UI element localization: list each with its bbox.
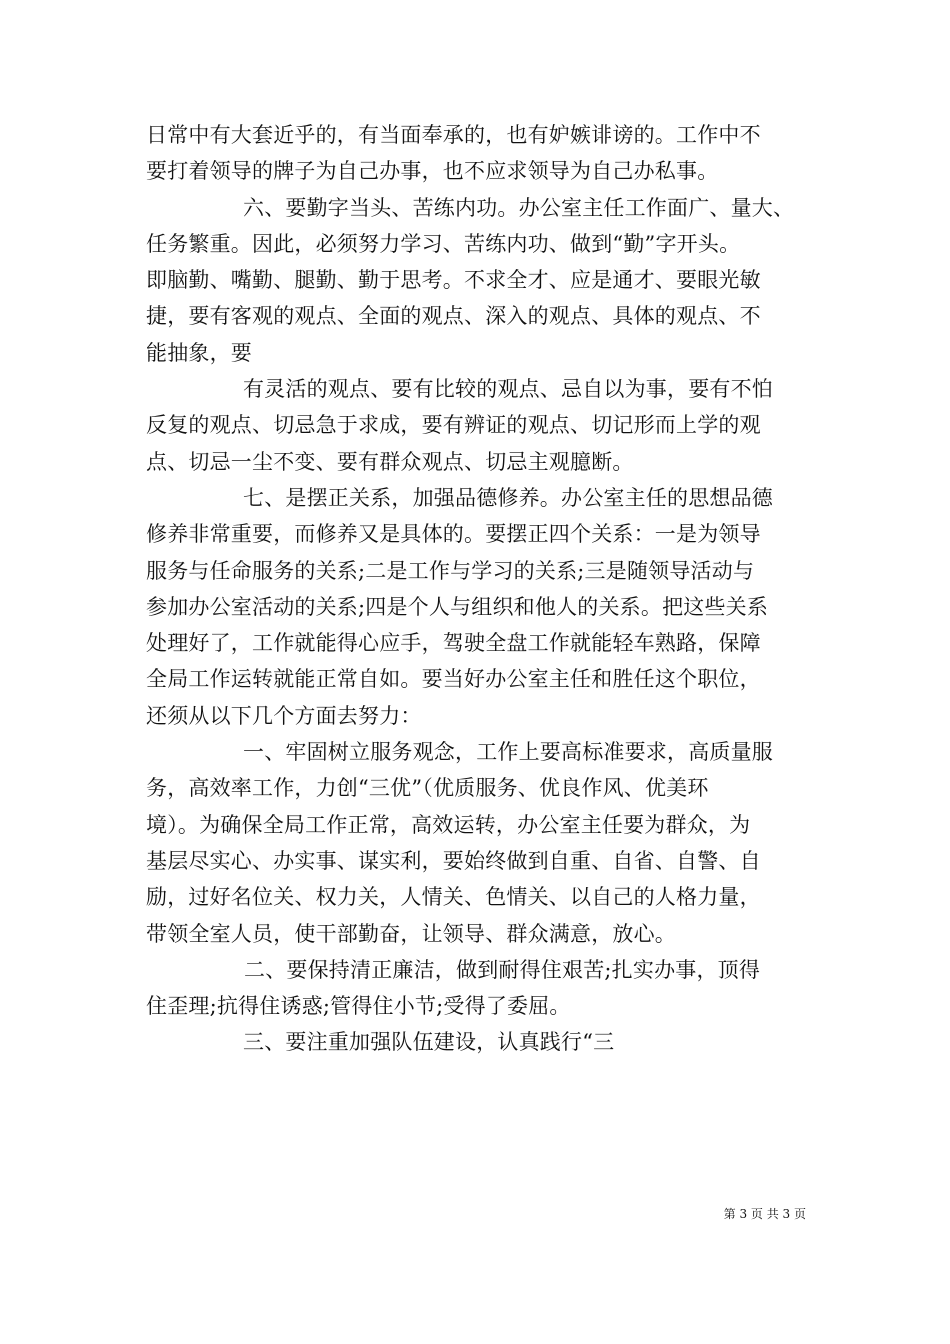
page-number: 第 3 页 共 3 页 [723, 1207, 806, 1221]
text-line: 二、要保持清正廉洁，做到耐得住艰苦;扎实办事，顶得 [244, 957, 761, 982]
text-line: 服务与任命服务的关系;二是工作与学习的关系;三是随领导活动与 [146, 558, 755, 583]
text-line: 修养非常重要，而修养又是具体的。要摆正四个关系：一是为领导 [146, 522, 761, 547]
document-body [146, 117, 808, 1061]
text-line: 七、是摆正关系，加强品德修养。办公室主任的思想品德 [243, 485, 773, 510]
text-line: 住歪理;抗得住诱惑;管得住小节;受得了委屈。 [146, 994, 571, 1019]
text-line: 六、要勤字当头、苦练内功。办公室主任工作面广、量大、 [243, 195, 795, 220]
text-line: 三、要注重加强队伍建设，认真践行“三 [243, 1030, 615, 1055]
text-line: 全局工作运转就能正常自如。要当好办公室主任和胜任这个职位， [146, 667, 761, 692]
text-line: 即脑勤、嘴勤、腿勤、勤于思考。不求全才、应是通才、要眼光敏 [146, 268, 761, 293]
text-line: 处理好了，工作就能得心应手，驾驶全盘工作就能轻车熟路，保障 [146, 631, 761, 656]
text-line: 有灵活的观点、要有比较的观点、忌自以为事，要有不怕 [243, 377, 773, 402]
text-line: 带领全室人员，使干部勤奋，让领导、群众满意，放心。 [146, 921, 676, 946]
text-line: 还须从以下几个方面去努力： [146, 703, 422, 728]
text-line: 日常中有大套近乎的，有当面奉承的，也有妒嫉诽谤的。工作中不 [146, 123, 761, 147]
text-line: 参加办公室活动的关系;四是个人与组织和他人的关系。把这些关系 [146, 594, 769, 619]
text-line: 反复的观点、切忌急于求成，要有辨证的观点、切记形而上学的观 [146, 413, 761, 438]
text-line: 一、牢固树立服务观念，工作上要高标准要求，高质量服 [243, 740, 773, 765]
text-line: 任务繁重。因此，必须努力学习、苦练内功、做到“勤”字开头。 [146, 231, 741, 256]
text-line: 捷，要有客观的观点、全面的观点、深入的观点、具体的观点、不 [146, 304, 761, 329]
text-line: 境）。为确保全局工作正常，高效运转，办公室主任要为群众，为 [146, 812, 751, 837]
text-line: 基层尽实心、办实事、谋实利，要始终做到自重、自省、自警、自 [146, 848, 761, 873]
text-line: 励，过好名位关、权力关，人情关、色情关、以自己的人格力量， [146, 885, 761, 910]
text-line: 要打着领导的牌子为自己办事，也不应求领导为自己办私事。 [146, 159, 719, 184]
text-line: 能抽象，要 [146, 340, 252, 365]
text-line: 点、切忌一尘不变、要有群众观点、切忌主观臆断。 [146, 449, 634, 474]
text-line: 务，高效率工作，力创“三优”（优质服务、优良作风、优美环 [146, 776, 709, 801]
